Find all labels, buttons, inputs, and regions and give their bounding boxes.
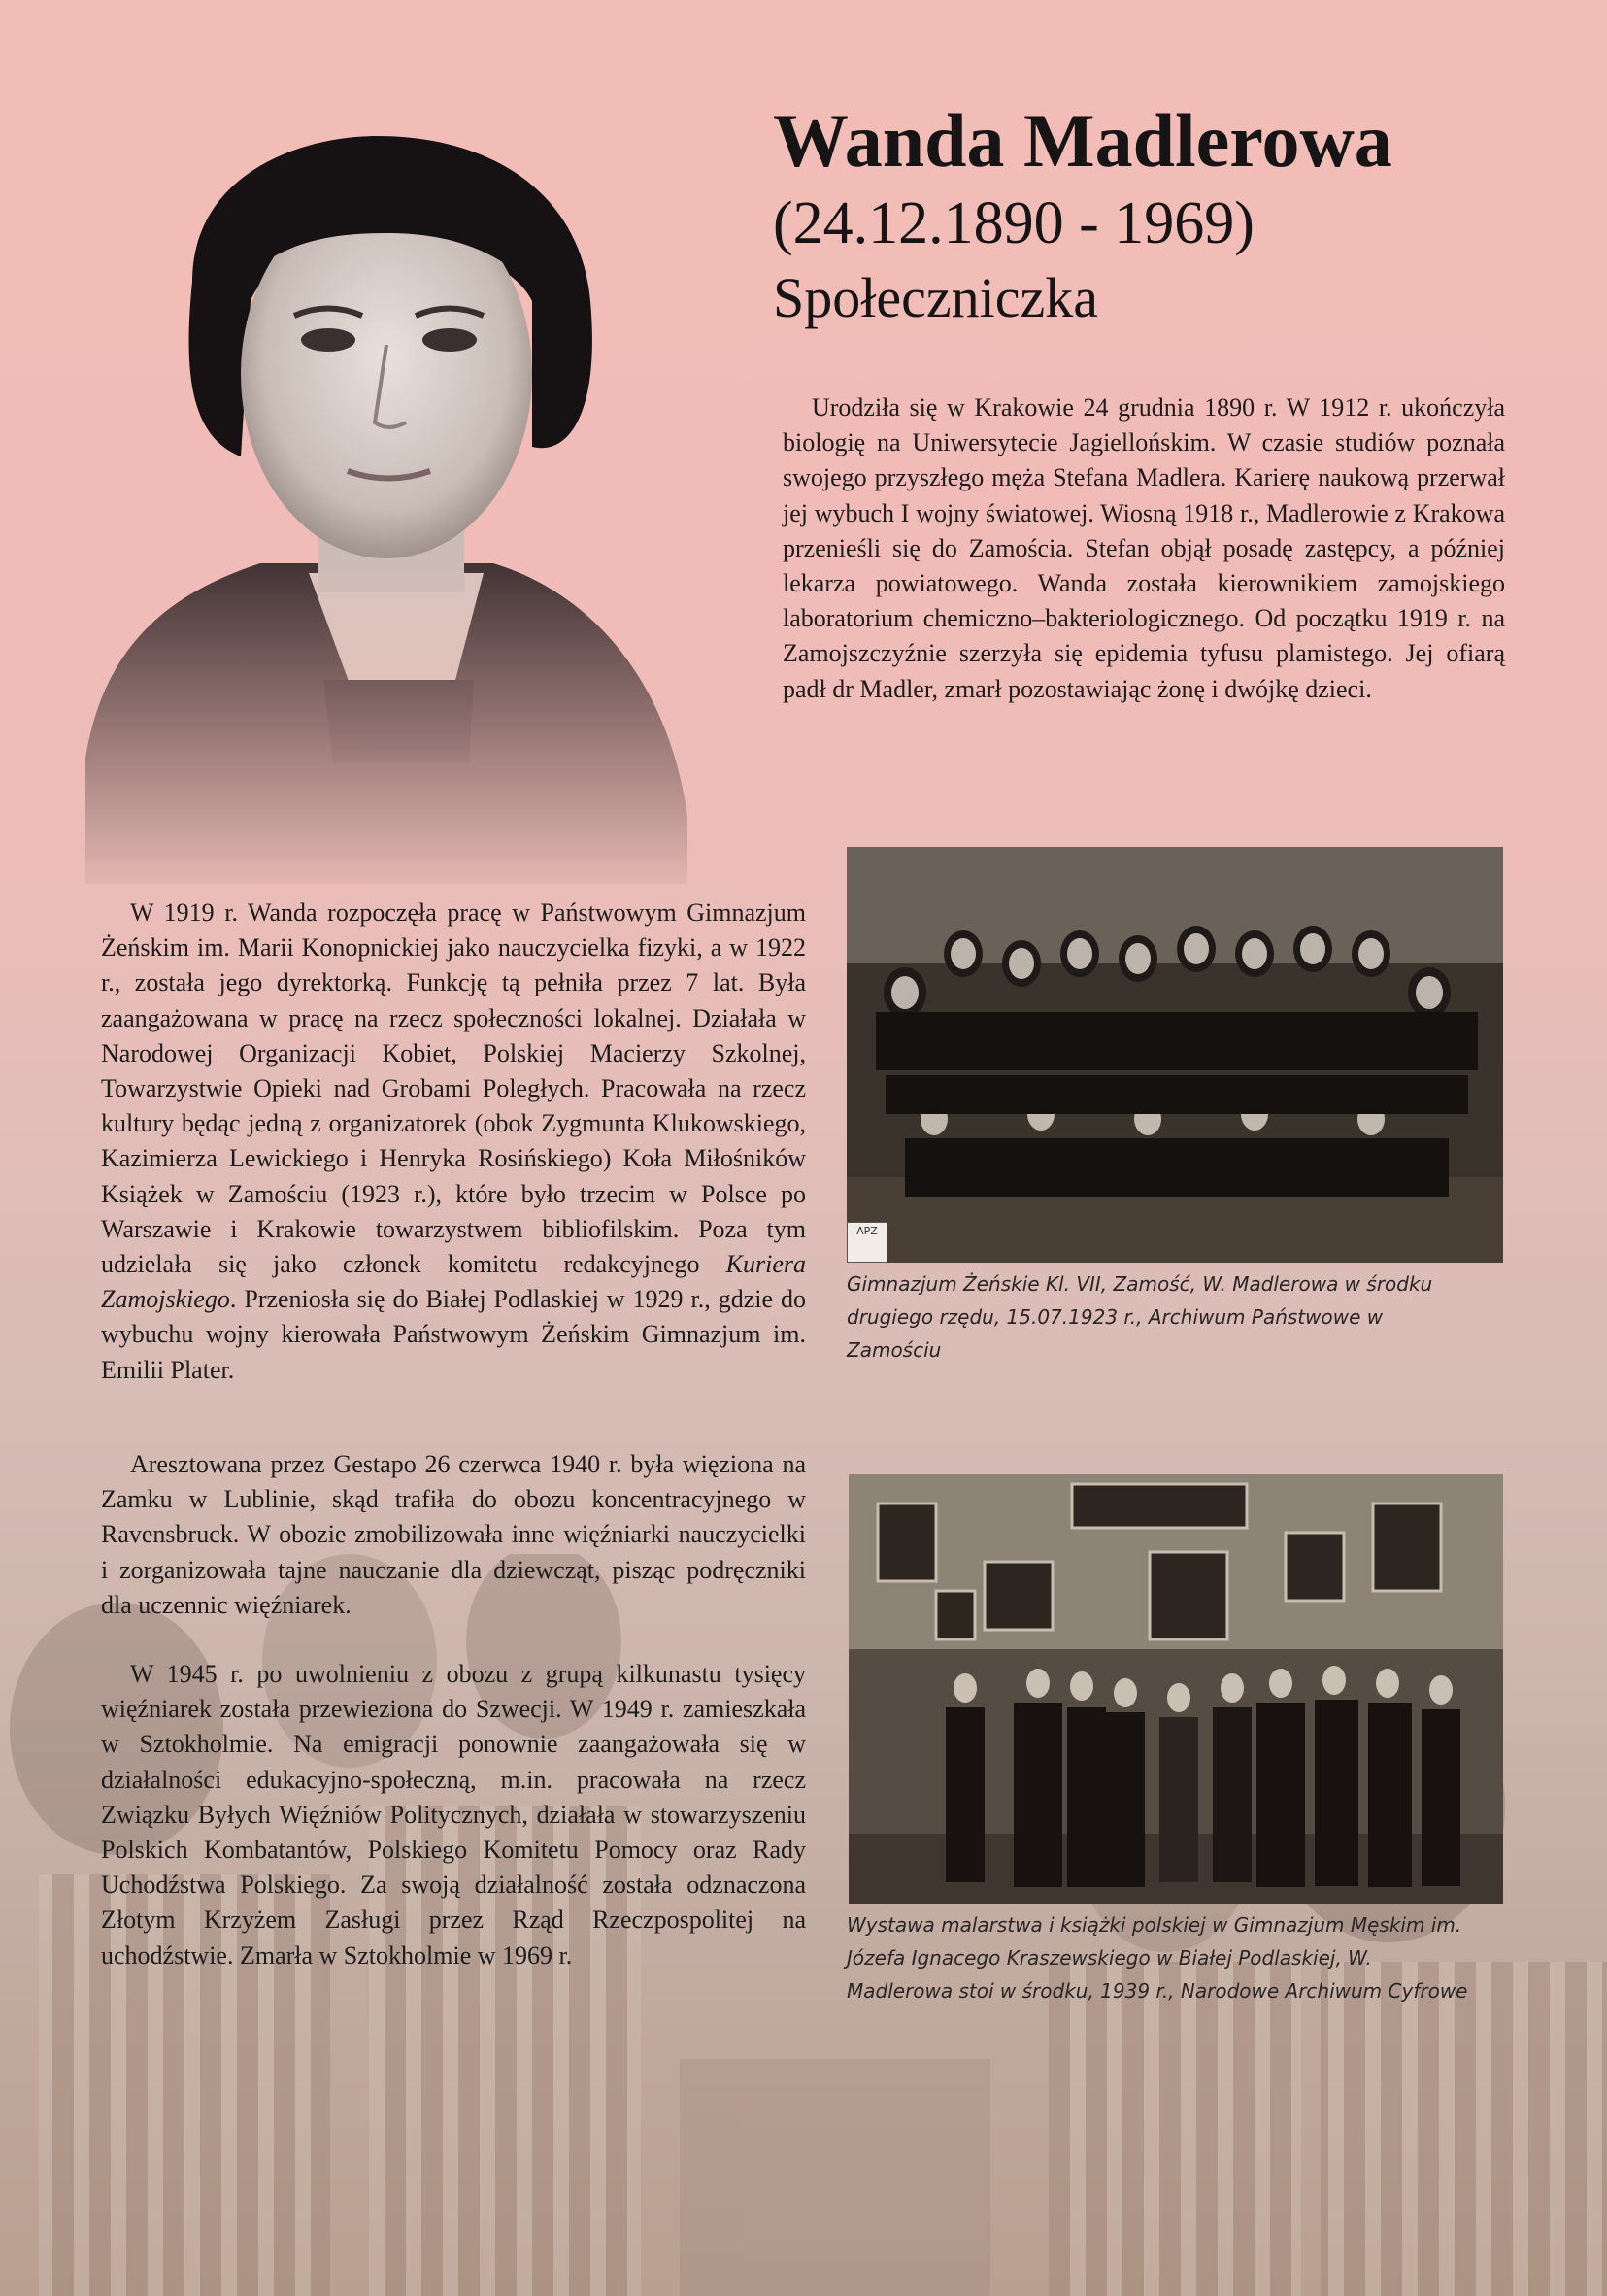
newspaper-title: Kuriera Zamojskiego xyxy=(101,1250,806,1314)
archive-logo xyxy=(847,1222,887,1263)
exhibition-photo-image xyxy=(849,1474,1503,1904)
biography-paragraph-3: Aresztowana przez Gestapo 26 czerwca 1940 r. była więziona na Zamku w Lublinie, skąd trafiła do obozu koncentracyjnego w Ravensbruck. W obozie zmobilizowała inne więźniarki nauczycielki i zorganizowała tajne nauczanie dla dziewcząt, pisząc podręczniki dla uczennic więźniarek. xyxy=(101,1450,806,1619)
exhibition-photo xyxy=(849,1474,1503,1904)
biography-paragraph-4: W 1945 r. po uwolnieniu z obozu z grupą kilkunastu tysięcy więźniarek została przewieziona do Szwecji. W 1949 r. zamieszkała w Sztokholmie. Na emigracji ponownie zaangażowała się w działalności edukacyjno-społeczną, m.in. pracowała na rzecz Związku Byłych Więźniów Politycznych, działała w stowarzyszeniu Polskich Kombatantów, Polskiego Komitetu Pomocy oraz Rady Uchodźstwa Polskiego. Za swoją działalność została odznaczona Złotym Krzyżem Zasługi przez Rząd Rzeczpospolitej na uchodźstwie. Zmarła w Sztokholmie w 1969 r. xyxy=(101,1660,806,1970)
class-photo xyxy=(847,847,1503,1263)
portrait-photo xyxy=(85,136,687,884)
life-dates: (24.12.1890 - 1969) xyxy=(773,190,1255,256)
biography-paragraph-2 xyxy=(101,895,806,1388)
biography-paragraph-1: Urodziła się w Krakowie 24 grudnia 1890 r. W 1912 r. ukończyła biologię na Uniwersytecie Jagiellońskim. W czasie studiów poznała swojego przyszłego męża Stefana Madlera. Karierę naukową przerwał jej wybuch I wojny światowej. Wiosną 1918 r., Madlerowie z Krakowa przenieśli się do Zamościa. Stefan objął posadę zastępcy, a później lekarza powiatowego. Wanda została kierownikiem zamojskiego laboratorium chemiczno–bakteriologicznego. Od początku 1919 r. na Zamojszczyźnie szerzyła się epidemia tyfusu plamistego. Jej ofiarą padł dr Madler, zmarł pozostawiając żonę i dwójkę dzieci. xyxy=(783,393,1505,703)
person-role: Społeczniczka xyxy=(773,266,1098,329)
class-photo-caption: Gimnazjum Żeńskie Kl. VII, Zamość, W. Madlerowa w środku drugiego rzędu, 15.07.1923 r., Archiwum Państwowe w Zamościu xyxy=(847,1272,1433,1362)
person-name: Wanda Madlerowa xyxy=(773,98,1392,183)
paragraph-2-text-end: . Przeniosła się do Białej Podlaskiej w 1929 r., gdzie do wybuchu wojny kierowała Państwowym Żeńskim Gimnazjum im. Emilii Plater. xyxy=(101,1285,806,1384)
archive-logo-letters: APZ xyxy=(856,1225,878,1237)
title-block xyxy=(773,97,1392,334)
class-photo-image xyxy=(847,847,1503,1263)
exhibition-photo-caption: Wystawa malarstwa i książki polskiej w Gimnazjum Męskim im. Józefa Ignacego Kraszewskiego w Białej Podlaskiej, W. Madlerowa stoi w środku, 1939 r., Narodowe Archiwum Cyfrowe xyxy=(847,1913,1468,2003)
paragraph-2-text: W 1919 r. Wanda rozpoczęła pracę w Państwowym Gimnazjum Żeńskim im. Marii Konopnickiej jako nauczycielka fizyki, a w 1922 r., została jego dyrektorką. Funkcję tą pełniła przez 7 lat. Była zaangażowana w pracę na rzecz społeczności lokalnej. Działała w Narodowej Organizacji Kobiet, Polskiej Macierzy Szkolnej, Towarzystwie Opieki nad Grobami Poległych. Pracowała na rzecz kultury będąc jedną z organizatorek (obok Zygmunta Klukowskiego, Kazimierza Lewickiego i Henryka Rosińskiego) Koła Miłośników Książek w Zamościu (1923 r.), które było trzecim w Polsce po Warszawie i Krakowie towarzystwem bibliofilskim. Poza tym udzielała się jako członek komitetu redakcyjnego xyxy=(101,898,806,1279)
